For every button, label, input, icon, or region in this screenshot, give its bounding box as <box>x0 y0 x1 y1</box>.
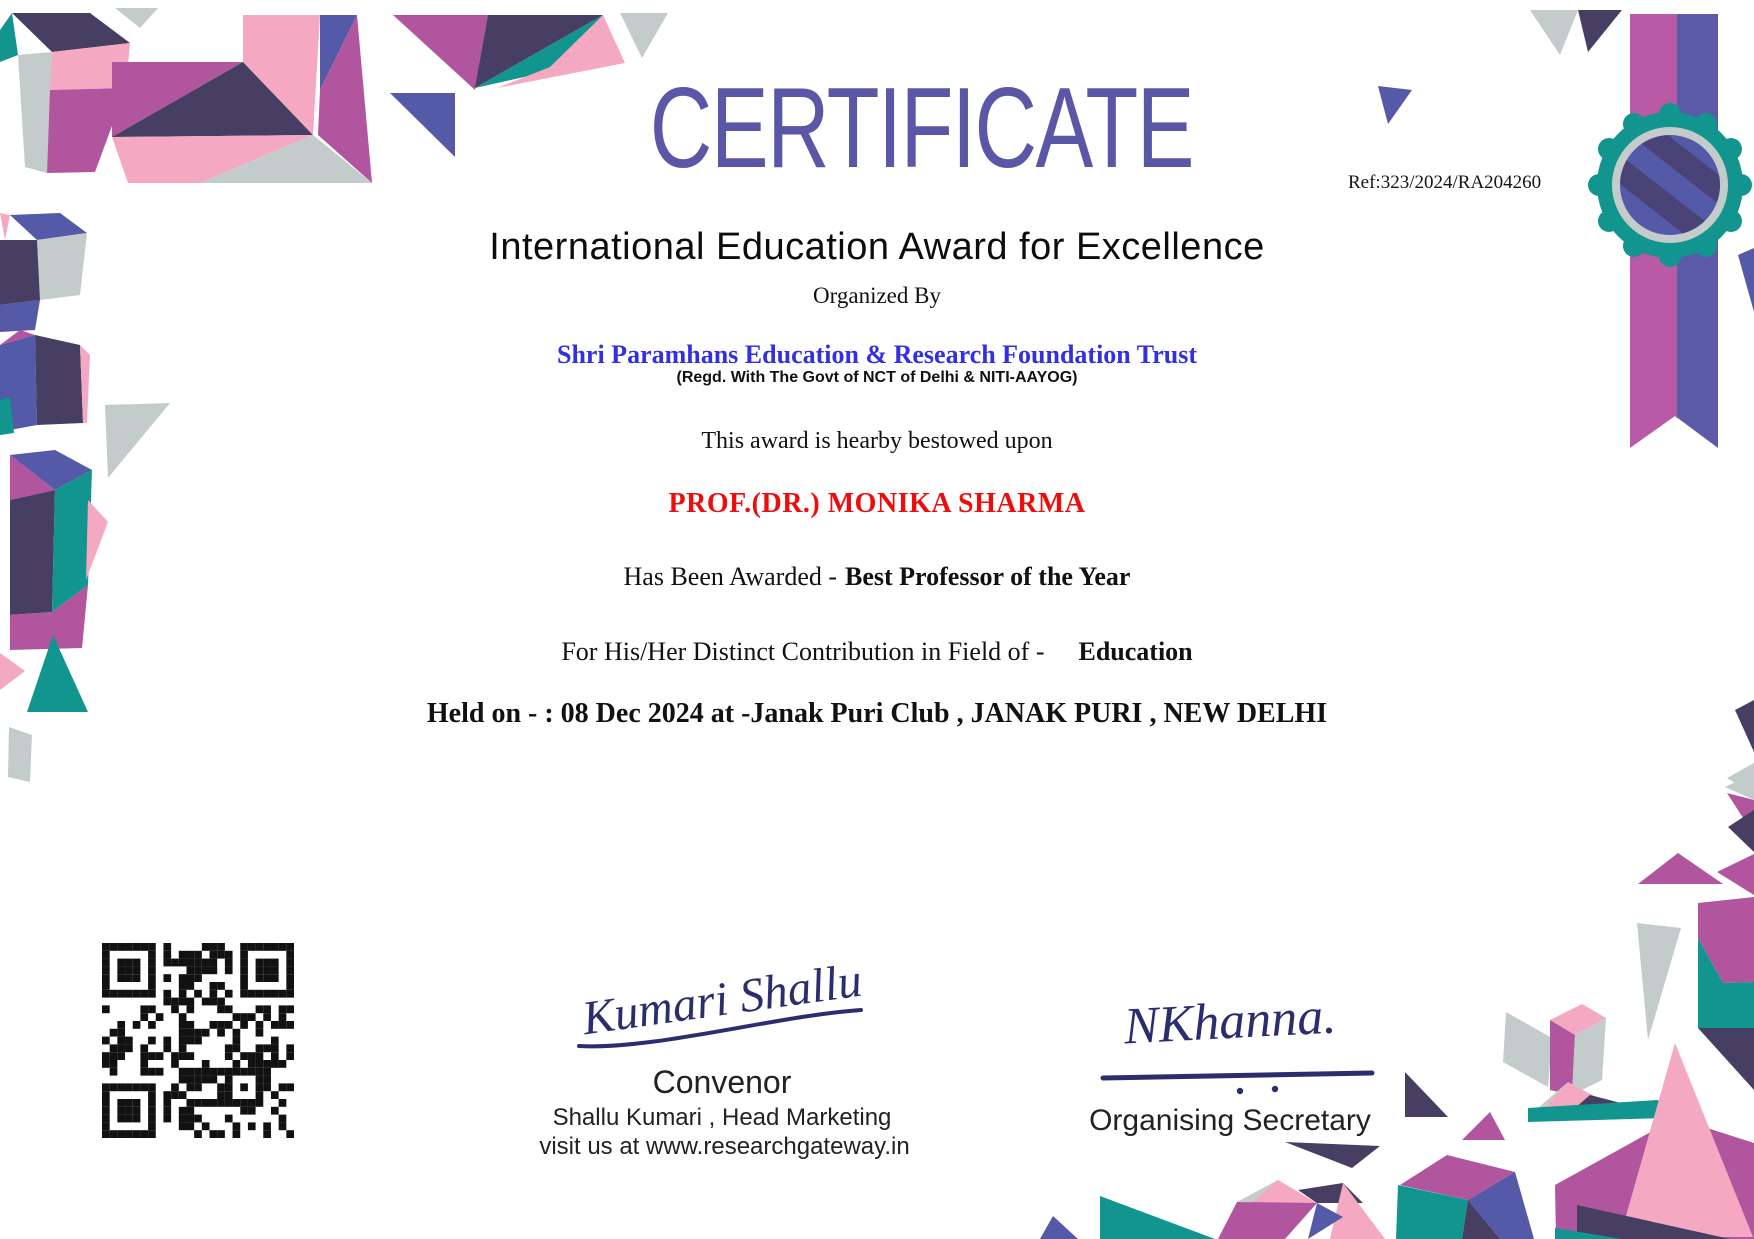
convenor-role-label: Convenor <box>652 1064 792 1100</box>
secretary-signature: NKhanna. <box>1122 987 1338 1056</box>
convenor-signature: Kumari Shallu <box>578 953 866 1046</box>
certificate-title: CERTIFICATE <box>649 65 1193 192</box>
website-line: visit us at www.researchgateway.in <box>539 1133 910 1160</box>
organization-name: Shri Paramhans Education & Research Foundation Trust <box>557 340 1197 369</box>
event-line: Held on - : 08 Dec 2024 at -Janak Puri Club , JANAK PURI , NEW DELHI <box>426 698 1328 729</box>
awarded-line <box>0 562 1754 592</box>
convenor-signature-flourish-icon <box>575 1006 865 1051</box>
awarded-title: Best Professor of the Year <box>845 562 1131 591</box>
field-line <box>0 637 1754 667</box>
reference-number: Ref:323/2024/RA204260 <box>1348 172 1542 193</box>
recipient-name: PROF.(DR.) MONIKA SHARMA <box>668 488 1086 519</box>
registration-note: (Regd. With The Govt of NCT of Delhi & NITI-AAYOG) <box>676 369 1078 386</box>
secretary-role-label: Organising Secretary <box>1089 1104 1371 1137</box>
field-value: Education <box>1078 637 1193 666</box>
awarded-prefix: Has Been Awarded - <box>623 562 838 591</box>
field-prefix: For His/Her Distinct Contribution in Field of - <box>561 637 1045 666</box>
convenor-detail: Shallu Kumari , Head Marketing <box>552 1104 892 1131</box>
organized-by-label: Organized By <box>813 283 941 308</box>
secretary-signature-flourish-icon <box>1100 1070 1380 1096</box>
bestowed-line: This award is hearby bestowed upon <box>701 428 1053 454</box>
qr-code-icon <box>102 943 294 1138</box>
award-name-heading: International Education Award for Excellence <box>489 226 1265 268</box>
